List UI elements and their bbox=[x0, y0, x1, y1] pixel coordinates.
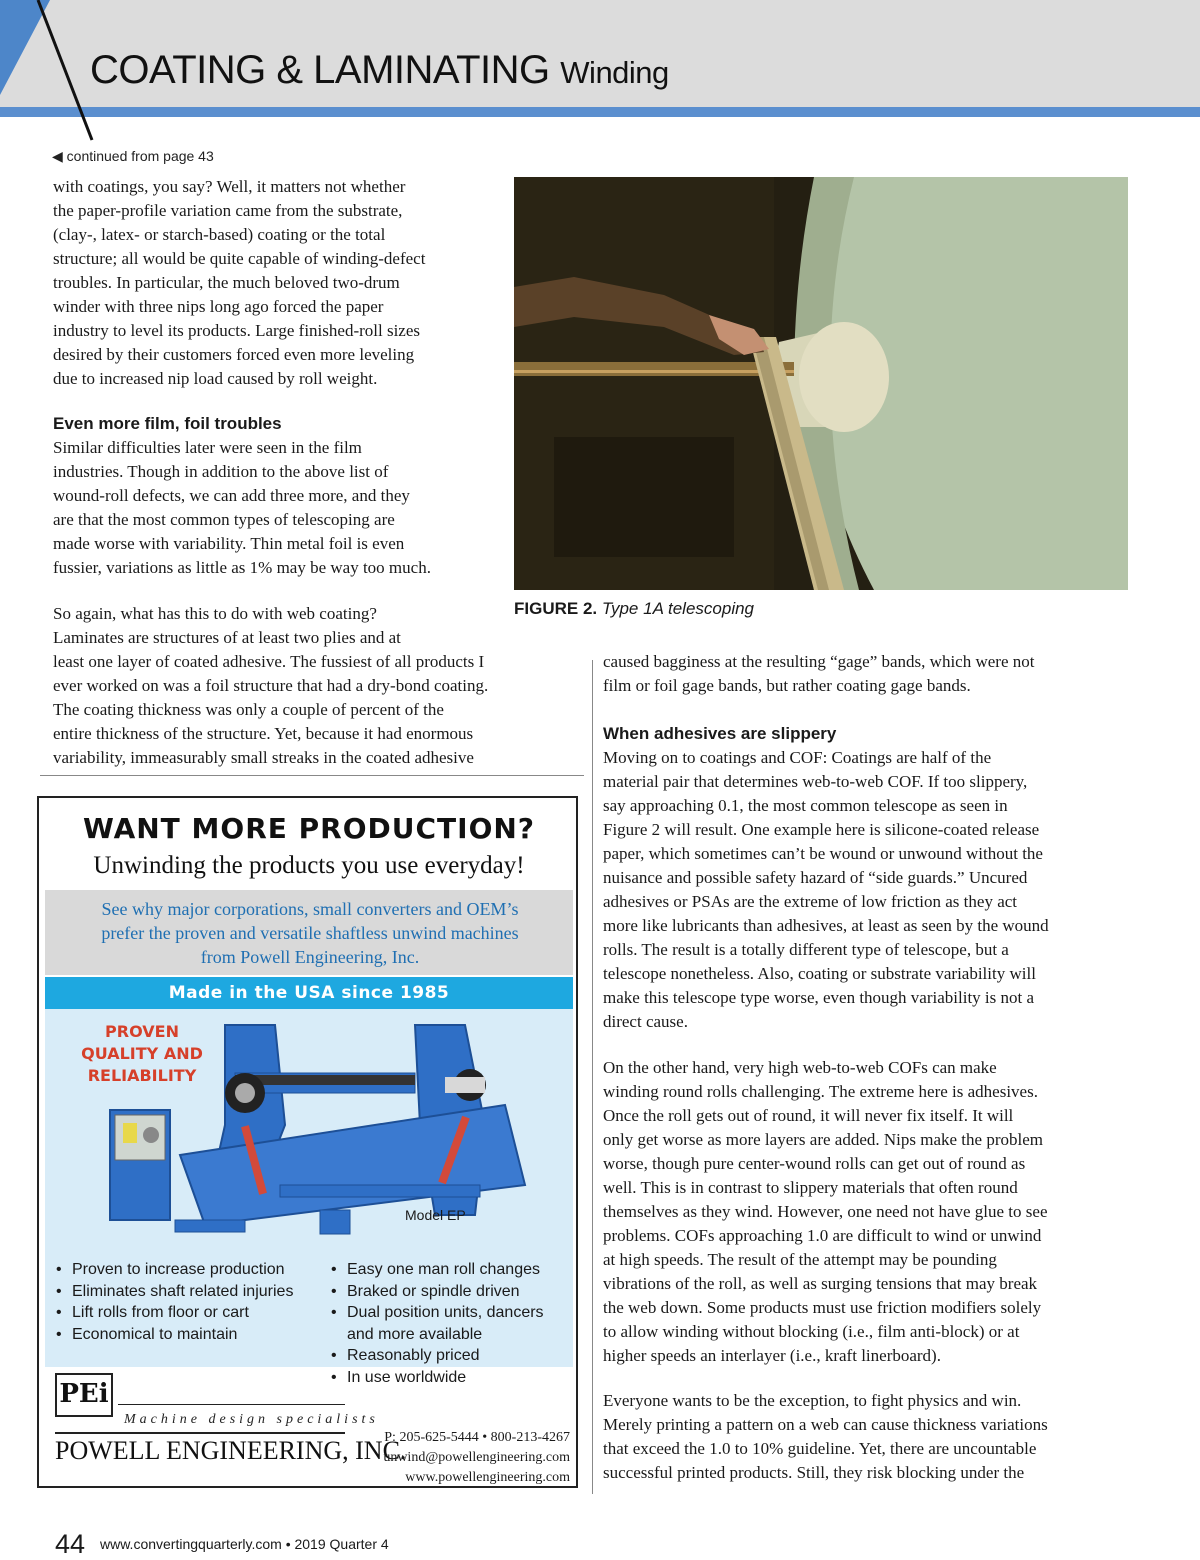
col2-paragraph-3 bbox=[603, 1056, 1048, 1368]
col2-paragraph-2 bbox=[603, 746, 1049, 1034]
ad-phone: P: 205-625-5444 • 800-213-4267 bbox=[384, 1430, 570, 1445]
bullet-item: • Easy one man roll changes bbox=[331, 1259, 571, 1281]
ad-proven-quality bbox=[62, 1021, 222, 1087]
text-line: higher speeds an interlayer (i.e., kraft linerboard). bbox=[603, 1346, 941, 1365]
text-line: industries. Though in addition to the above list of bbox=[53, 462, 389, 481]
col1-paragraph-2 bbox=[53, 436, 431, 580]
ad-blurb-line: prefer the proven and versatile shaftless unwind machines bbox=[101, 923, 519, 943]
text-line: Similar difficulties later were seen in the film bbox=[53, 438, 362, 457]
text-line: made worse with variability. Thin metal foil is even bbox=[53, 534, 405, 553]
page-number: 44 bbox=[55, 1529, 86, 1559]
text-line: winder with three nips long ago forced the paper bbox=[53, 297, 384, 316]
text-line: film or foil gage bands, but rather coating gage bands. bbox=[603, 676, 971, 695]
text-line: due to increased nip load caused by roll weight. bbox=[53, 369, 378, 388]
text-line: nuisance and possible safety hazard of “side guards.” Uncured bbox=[603, 868, 1028, 887]
text-line: the paper-profile variation came from the substrate, bbox=[53, 201, 403, 220]
text-line: successful printed products. Still, they risk blocking under the bbox=[603, 1463, 1025, 1482]
figure-caption-text: Type 1A telescoping bbox=[601, 599, 755, 618]
footer-info: www.convertingquarterly.com • 2019 Quarter 4 bbox=[100, 1536, 389, 1552]
logo-rule bbox=[55, 1432, 345, 1434]
text-line: to allow winding without blocking (i.e., film anti-block) or at bbox=[603, 1322, 1020, 1341]
text-line: winding round rolls challenging. The extreme here is adhesives. bbox=[603, 1082, 1038, 1101]
text-line: say approaching 0.1, the most common telescope as seen in bbox=[603, 796, 1008, 815]
text-line: variability, immeasurably small streaks in the coated adhesive bbox=[53, 748, 474, 767]
text-line: Moving on to coatings and COF: Coatings are half of the bbox=[603, 748, 992, 767]
text-line: Laminates are structures of at least two plies and at bbox=[53, 628, 401, 647]
ad-proven-line: PROVEN bbox=[105, 1022, 179, 1041]
subheading-film-foil: Even more film, foil troubles bbox=[53, 414, 282, 433]
text-line: wound-roll defects, we can add three more, and they bbox=[53, 486, 410, 505]
text-line: with coatings, you say? Well, it matters not whether bbox=[53, 177, 406, 196]
ad-model-label: Model EP bbox=[405, 1207, 466, 1223]
text-line: adhesives or PSAs are the extreme of low friction as they act bbox=[603, 892, 1018, 911]
telescoping-roll-illustration bbox=[514, 177, 1128, 590]
text-line: direct cause. bbox=[603, 1012, 688, 1031]
text-line: So again, what has this to do with web coating? bbox=[53, 604, 377, 623]
text-line: structure; all would be quite capable of winding-defect bbox=[53, 249, 426, 268]
col2-paragraph-4 bbox=[603, 1389, 1048, 1485]
text-line: at high speeds. The result of the attempt may be pounding bbox=[603, 1250, 997, 1269]
ad-blurb-line: from Powell Engineering, Inc. bbox=[200, 947, 420, 967]
text-line: troubles. In particular, the much beloved two-drum bbox=[53, 273, 400, 292]
section-title bbox=[90, 48, 669, 93]
ad-website[interactable]: www.powellengineering.com bbox=[405, 1470, 570, 1485]
text-line: well. This is in contrast to slippery materials that often round bbox=[603, 1178, 1018, 1197]
text-line: are that the most common types of telescoping are bbox=[53, 510, 395, 529]
text-line: vibrations of the roll, as well as surging tensions that may break bbox=[603, 1274, 1038, 1293]
bullet-item: • Economical to maintain bbox=[56, 1324, 316, 1346]
text-line: caused bagginess at the resulting “gage” bands, which were not bbox=[603, 652, 1035, 671]
text-line: make this telescope type worse, even though variability is not a bbox=[603, 988, 1035, 1007]
ad-bullets-left bbox=[56, 1259, 316, 1345]
text-line: telescope nonetheless. Also, coating or substrate variability will bbox=[603, 964, 1036, 983]
subsection-name: Winding bbox=[560, 55, 669, 90]
logo-tagline: Machine design specialists bbox=[124, 1412, 379, 1427]
text-line: worse, though pure center-wound rolls can get out of round as bbox=[603, 1154, 1026, 1173]
bullet-item: • Reasonably priced bbox=[331, 1345, 571, 1367]
text-line: Once the roll gets out of round, it will never fix itself. It will bbox=[603, 1106, 1014, 1125]
col1-paragraph-3 bbox=[53, 602, 488, 770]
figure-label: FIGURE 2. bbox=[514, 599, 598, 618]
text-line: paper, which sometimes can’t be wound or unwound without the bbox=[603, 844, 1043, 863]
ad-blurb-line: See why major corporations, small converters and OEM’s bbox=[101, 899, 519, 919]
text-line: more like lubricants than adhesives, at least as seen by the wound bbox=[603, 916, 1049, 935]
ad-blurb bbox=[55, 897, 565, 969]
ad-contact-spacer bbox=[352, 1408, 570, 1428]
ad-proven-line: QUALITY AND bbox=[81, 1044, 203, 1063]
text-line: industry to level its products. Large finished-roll sizes bbox=[53, 321, 421, 340]
section-name: COATING & LAMINATING bbox=[90, 48, 550, 92]
ad-contact bbox=[352, 1428, 570, 1488]
bullet-item: • In use worldwide bbox=[331, 1367, 571, 1389]
logo-rule bbox=[118, 1404, 345, 1405]
bullet-item: • Eliminates shaft related injuries bbox=[56, 1281, 316, 1303]
bullet-item: • Dual position units, dancers and more available bbox=[331, 1302, 571, 1345]
subheading-adhesives: When adhesives are slippery bbox=[603, 724, 837, 743]
text-line: only get worse as more layers are added. Nips make the problem bbox=[603, 1130, 1043, 1149]
powell-logo-mark: PEi bbox=[55, 1373, 113, 1417]
text-line: the web down. Some products must use friction modifiers solely bbox=[603, 1298, 1042, 1317]
bullet-item: • Proven to increase production bbox=[56, 1259, 316, 1281]
text-line: themselves as they wind. However, one need not have glue to see bbox=[603, 1202, 1048, 1221]
text-line: least one layer of coated adhesive. The fussiest of all products I bbox=[53, 652, 485, 671]
text-line: ever worked on was a foil structure that had a dry-bond coating. bbox=[53, 676, 489, 695]
ad-subheadline: Unwinding the products you use everyday! bbox=[93, 852, 525, 879]
col1-paragraph-1 bbox=[53, 175, 425, 391]
continued-note: ◀ continued from page 43 bbox=[52, 148, 214, 164]
company-name: POWELL ENGINEERING, INC. bbox=[55, 1436, 407, 1465]
figure-caption bbox=[514, 599, 754, 619]
ad-top-rule bbox=[40, 775, 584, 776]
bullet-item: • Lift rolls from floor or cart bbox=[56, 1302, 316, 1324]
text-line: desired by their customers forced even more leveling bbox=[53, 345, 415, 364]
text-line: The coating thickness was only a couple of percent of the bbox=[53, 700, 444, 719]
text-line: that exceed the 1.0 to 10% guideline. Yet, there are uncountable bbox=[603, 1439, 1037, 1458]
col2-paragraph-1 bbox=[603, 650, 1034, 698]
figure-2-photo bbox=[514, 177, 1128, 590]
text-line: entire thickness of the structure. Yet, because it had enormous bbox=[53, 724, 474, 743]
text-line: rolls. The result is a totally different type of telescope, but a bbox=[603, 940, 1009, 959]
text-line: problems. COFs approaching 1.0 are difficult to wind or unwind bbox=[603, 1226, 1042, 1245]
text-line: fussier, variations as little as 1% may be way too much. bbox=[53, 558, 431, 577]
text-line: Everyone wants to be the exception, to fight physics and win. bbox=[603, 1391, 1022, 1410]
ad-email[interactable]: unwind@powellengineering.com bbox=[383, 1450, 570, 1465]
ad-bullets-right bbox=[331, 1259, 571, 1388]
text-line: Merely printing a pattern on a web can cause thickness variations bbox=[603, 1415, 1048, 1434]
text-line: On the other hand, very high web-to-web COFs can make bbox=[603, 1058, 997, 1077]
text-line: material pair that determines web-to-web COF. If too slippery, bbox=[603, 772, 1028, 791]
text-line: Figure 2 will result. One example here is silicone-coated release bbox=[603, 820, 1040, 839]
column-divider bbox=[592, 660, 593, 1494]
ad-headline: WANT MORE PRODUCTION? bbox=[82, 812, 536, 845]
ad-made-in-usa: Made in the USA since 1985 bbox=[168, 983, 450, 1003]
bullet-item: • Braked or spindle driven bbox=[331, 1281, 571, 1303]
header-corner-graphic bbox=[0, 0, 100, 150]
ad-proven-line: RELIABILITY bbox=[87, 1066, 197, 1085]
text-line: (clay-, latex- or starch-based) coating or the total bbox=[53, 225, 386, 244]
header-stripe bbox=[0, 107, 1200, 117]
